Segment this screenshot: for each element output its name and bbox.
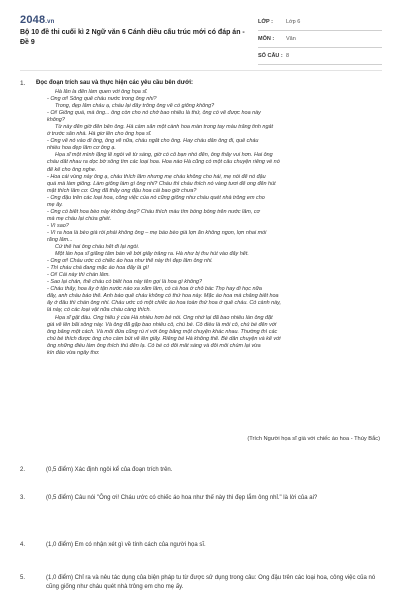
- passage-line: - Ông ơi! Sông quê cháu nước trong ông nhỉ?: [47, 96, 157, 103]
- passage-line: Hà lân la đến làm quen với ông họa sĩ.: [55, 89, 148, 95]
- site-logo[interactable]: [20, 14, 55, 26]
- passage-line: chú bé thích được ông cho cầm bút vẽ lên giấy. Riêng bé Hà không thế. Bé dẫn chuyện và kể với: [47, 335, 281, 342]
- passage-line: nhiều hoa đẹp lắm cơ ông ạ.: [47, 145, 116, 152]
- passage-line: Họa sĩ một mình lặng lẽ ngồi vẽ từ sáng, giờ có cô bạn nhỏ đến, ông thấy vui hơn. Hai ông: [55, 152, 273, 159]
- passage-line: răng lắm...: [47, 236, 73, 243]
- passage-line: - Vì sao?: [47, 222, 69, 229]
- meta-key: LỚP :: [258, 19, 273, 25]
- meta-row-class: [258, 14, 382, 31]
- passage-line: đấy, anh cháu bảo thế. Anh bảo quê cháu không có thứ hoa này. Mặc áo hoa mà chẳng biết hoa: [47, 293, 279, 300]
- passage-line: - Hoa cải vùng này ông ạ, cháu thích lắm nhưng mẹ cháu không cho hái, mẹ nói để nó đậu: [47, 173, 266, 180]
- passage-line: kín đáo vừa ngây thơ.: [47, 349, 100, 356]
- question-number: 3.: [20, 495, 26, 501]
- passage-line: ở trước sân nhà. Hà giơ lên cho ông họa sĩ.: [47, 131, 152, 138]
- passage-line: lá này, có các loại vật nữa cháu càng thích.: [47, 307, 151, 314]
- passage-line: - Thì cháu chả đang mặc áo hoa đấy là gì!: [47, 265, 149, 272]
- question-text: (1,0 điểm) Chỉ ra và nêu tác dụng của biện pháp tu từ được sử dụng trong câu: Ong đậu trên các loại hoa, công việc của nó cũng giống như cháu quét nhà trông em cho mẹ ấy.: [46, 575, 376, 590]
- question-number: 1.: [20, 80, 26, 87]
- meta-row-subject: [258, 31, 382, 48]
- logo-text: 2048: [20, 14, 46, 26]
- question-text: (0,5 điểm) Câu nói "Ông ơi! Cháu ước có chiếc áo hoa như thế này thì đẹp lắm ông nhỉ." là lời của ai?: [46, 495, 318, 501]
- passage-line: mà mẹ cháu lại chửa ghét.: [47, 215, 112, 222]
- passage-line: mật thích lắm cơ. Ông đã thấy ong đậu hoa cải bao giờ chưa?: [47, 187, 197, 194]
- passage-line: để kể cho ông nghe.: [47, 166, 97, 173]
- passage-source: (Trích Người họa sĩ già với chiếc áo hoa - Thúy Bắc): [247, 436, 380, 442]
- passage-line: Từ này đến giờ đến bên ông. Hà cầm sẵn một cành hoa màn trong tay màu trắng tinh ngát: [55, 124, 274, 131]
- passage-line: giá vẽ lên bãi sông này. Và ông đã gặp bao nhiêu cô, chú bé. Cô điều là mỗi cô, chú bé đến với: [47, 321, 277, 328]
- passage-line: - Ông có biết hoa bèo này không ông? Cháu thích màu tím bồng bồng trên nước lắm, cơ: [47, 208, 260, 215]
- header-divider: [20, 70, 382, 71]
- passage-line: - Sao lại chán, thế cháu có biết hoa này tên gọi là hoa gì không?: [47, 279, 203, 286]
- passage-line: ấy ở đâu thì chán ông nhỉ. Cháu ước có một chiếc áo hoa toàn thứ hoa ở quê cháu. Có cành này,: [47, 300, 281, 307]
- question-number: 4.: [20, 542, 26, 548]
- passage-line: không?: [47, 117, 65, 124]
- passage-line: - Ông vẽ nó vào đi ông, ông vẽ nữa, cháu ngắt cho ông. Hay cháu dẫn ông đi, quê cháu: [47, 138, 259, 145]
- passage-line: - Cháu thấy, hoa ấy ở tận nước nào xa xăm lắm, có cả hoa ở chỗ bác Thọ hay đi học nữa: [47, 286, 262, 293]
- passage-line: - Ôi! Giống quá, mà ông... ông còn cho nó chở bao nhiêu là thứ, ông có vẽ được hoa này: [47, 110, 261, 117]
- meta-key: SỐ CÂU :: [258, 53, 283, 59]
- meta-key: MÔN :: [258, 36, 275, 42]
- question-number: 5.: [20, 575, 26, 581]
- page-title: Bộ 10 đề thi cuối kì 2 Ngữ văn 6 Cánh diều cấu trúc mới có đáp án - Đề 9: [20, 29, 245, 46]
- meta-row-count: [258, 48, 382, 65]
- meta-value: 8: [286, 53, 290, 59]
- passage-line: - Ôi! Cái này thì chán lắm.: [47, 272, 110, 279]
- question-heading: Đọc đoạn trích sau và thực hiện các yêu cầu bên dưới:: [36, 80, 193, 86]
- passage-line: Trong, đẹp lắm cháu ạ, cháu lại đây trông ông vẽ có giống không?: [55, 103, 215, 110]
- passage-line: Cứ thế hai ông cháu hết đi lại ngồi.: [55, 244, 140, 251]
- question-number: 2.: [20, 467, 26, 473]
- passage-line: ông bằng một cách. Và mỗi đứa cũng rủ rỉ với ông bằng một chuyện khác nhau. Thường thì các: [47, 328, 278, 335]
- meta-table: [258, 14, 382, 65]
- passage-line: - Vì ra hoa là bèo già rồi phải không ông – mẹ bảo bèo già lợn ăn không ngon, lợn nhai mỏi: [47, 229, 267, 236]
- passage-line: - Ong đậu trên các loại hoa, công việc của nó cũng giống như cháu quét nhà trông em cho: [47, 194, 265, 201]
- passage-line: cháu dắt nhau ra dọc bờ sông tìm các loại hoa. Hoa nào Hà cũng có một câu chuyện riêng về nó: [47, 159, 280, 166]
- passage-line: mẹ ấy.: [47, 201, 63, 208]
- meta-value: Văn: [286, 36, 296, 42]
- question-text: (1,0 điểm) Em có nhận xét gì về tính cách của người họa sĩ.: [46, 542, 206, 548]
- passage-line: Một lần họa sĩ giăng tấm bản vẽ bởi giấy trắng ra. Hà như bị thu hút vào đấy hết.: [55, 251, 249, 258]
- reading-passage: [47, 89, 373, 357]
- logo-suffix: .vn: [45, 19, 55, 25]
- meta-value: Lớp 6: [286, 19, 301, 25]
- passage-line: quả mà làm giống. Làm giống làm gì ông nhỉ? Cháu thì cháu thích nó vàng tươi để ong đến hút: [47, 180, 276, 187]
- passage-line: ông những điều làm ông thích thú đến lạ. Có bé có đôi mắt sáng và đôi môi chúm lại vừa: [47, 342, 261, 349]
- passage-line: - Ông ơi! Cháu ước có chiếc áo hoa như thế này thì đẹp lắm ông nhỉ.: [47, 258, 213, 265]
- page-header: [0, 0, 400, 66]
- question-text: (0,5 điểm) Xác định ngôi kể của đoạn trích trên.: [46, 467, 173, 473]
- passage-line: Họa sĩ gật đầu. Ông hiểu ý của Hà nhiều hơn bé nói. Ông nhớ lại đã bao nhiêu lần ông đặt: [55, 314, 273, 321]
